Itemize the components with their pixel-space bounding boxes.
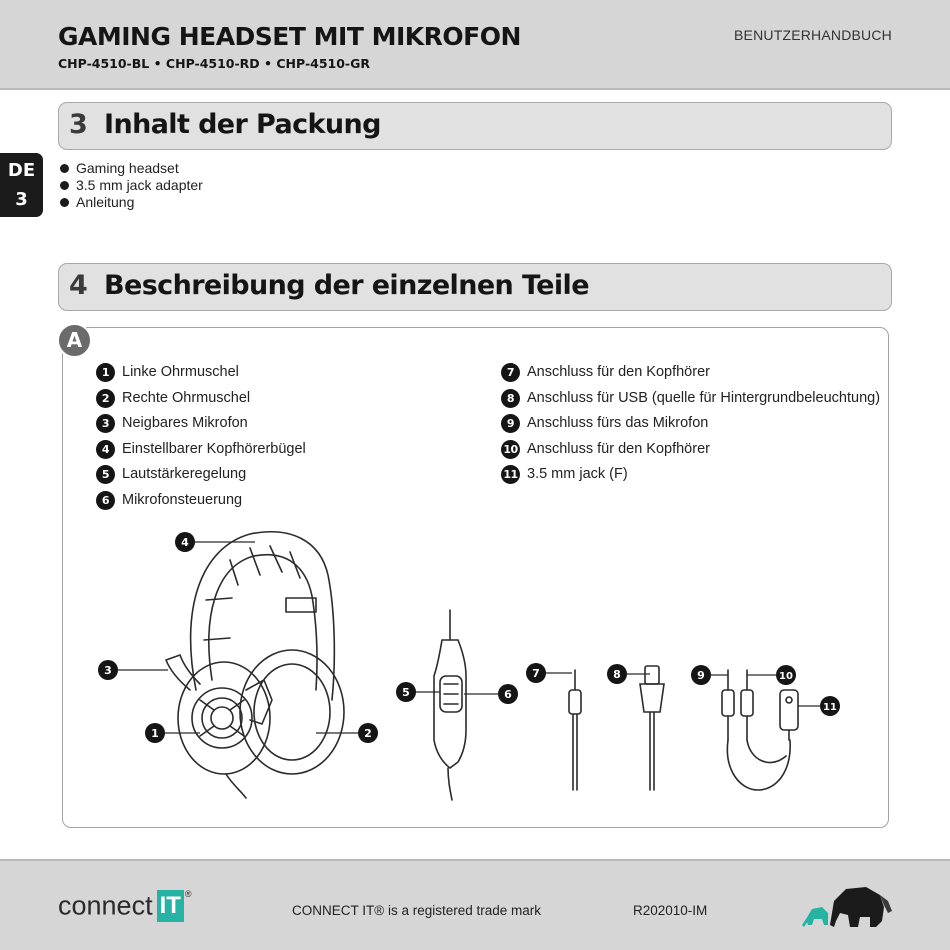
document-code: R202010-IM (633, 903, 708, 918)
part-number-badge: 10 (501, 440, 520, 459)
list-item: Anleitung (60, 194, 203, 211)
brand-word: connect (58, 890, 153, 921)
callout-label-10: 10 (779, 671, 793, 682)
part-number-badge: 9 (501, 414, 520, 433)
callout-label-9: 9 (697, 669, 705, 682)
part-number-badge: 11 (501, 465, 520, 484)
section-4-title: Beschreibung der einzelnen Teile (104, 270, 589, 301)
callout-label-1: 1 (151, 727, 159, 740)
jack-connectors-illustration (569, 666, 798, 790)
callout-label-5: 5 (402, 686, 410, 699)
section-3-number: 3 (69, 109, 88, 140)
panel-label-badge: A (57, 323, 92, 358)
part-label: Rechte Ohrmuschel (122, 389, 251, 406)
elephant-logo-icon (800, 881, 895, 931)
part-label: Anschluss fürs das Mikrofon (527, 415, 709, 431)
part-label: Mikrofonsteuerung (122, 491, 243, 508)
headset-illustration (166, 532, 344, 798)
page-number: 3 (15, 189, 28, 210)
part-number-badge: 6 (96, 491, 115, 510)
part-label: Lautstärkeregelung (122, 466, 247, 482)
part-label: 3.5 mm jack (F) (527, 466, 628, 482)
callout-label-8: 8 (613, 668, 621, 681)
callout-label-11: 11 (823, 702, 837, 713)
part-label: Einstellbarer Kopfhörerbügel (122, 440, 306, 457)
language-code: DE (7, 160, 36, 181)
part-number-badge: 8 (501, 389, 520, 408)
brand-registered-mark: ® (184, 889, 192, 899)
part-label: Anschluss für den Kopfhörer (527, 364, 710, 380)
section-4-number: 4 (69, 270, 88, 301)
model-numbers: CHP-4510-BL • CHP-4510-RD • CHP-4510-GR (58, 56, 370, 71)
callout-leader-lines (118, 542, 820, 733)
part-label: Anschluss für USB (quelle für Hintergrundbeleuchtung) (527, 389, 881, 406)
callout-label-6: 6 (504, 688, 512, 701)
part-number-badge: 5 (96, 465, 115, 484)
part-label: Linke Ohrmuschel (122, 364, 239, 380)
part-number-badge: 7 (501, 363, 520, 382)
part-label: Anschluss für den Kopfhörer (527, 440, 710, 457)
brand-box: IT (157, 890, 184, 922)
document-type: BENUTZERHANDBUCH (734, 27, 892, 43)
callout-label-2: 2 (364, 727, 372, 740)
trademark-notice: CONNECT IT® is a registered trade mark (292, 903, 542, 918)
part-number-badge: 4 (96, 440, 115, 459)
part-label: Neigbares Mikrofon (122, 415, 248, 431)
section-3-title: Inhalt der Packung (104, 109, 381, 140)
brand-logo (58, 889, 192, 923)
page-footer (0, 859, 950, 950)
list-item: 3.5 mm jack adapter (60, 177, 203, 194)
part-number-badge: 3 (96, 414, 115, 433)
callout-label-4: 4 (181, 536, 189, 549)
callout-label-3: 3 (104, 664, 112, 677)
part-number-badge: 2 (96, 389, 115, 408)
callout-label-7: 7 (532, 667, 540, 680)
list-item: Gaming headset (60, 160, 203, 177)
inline-controller-illustration (434, 610, 466, 800)
part-number-badge: 1 (96, 363, 115, 382)
document-title: GAMING HEADSET MIT MIKROFON (58, 22, 521, 51)
